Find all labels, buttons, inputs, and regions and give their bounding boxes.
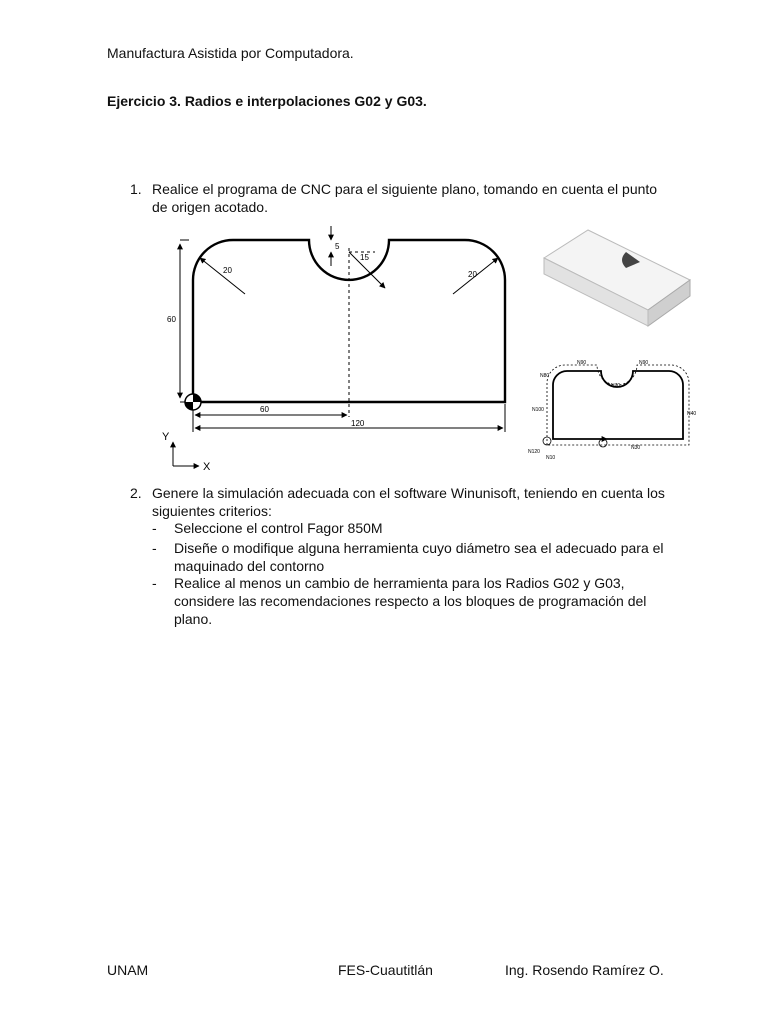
criteria-2-line-2: maquinado del contorno [174,558,325,574]
criteria-3-bullet: - [152,575,157,591]
tp-label-n30: N30 [631,445,641,451]
dim-half-width: 60 [260,405,269,414]
dim-left-radius: 20 [223,266,232,275]
item-2-text [152,484,665,520]
exercise-title: Ejercicio 3. Radios e interpolaciones G02 y G03. [107,93,427,109]
footer-campus: FES-Cuautitlán [338,962,433,978]
tp-label-n10: N10 [546,455,556,461]
item-2-line-2: siguientes criterios: [152,503,272,519]
axis-y-label: Y [162,431,170,443]
criteria-2-bullet: - [152,540,157,556]
tp-label-n120: N120 [528,449,540,455]
tp-label-n80: N80 [540,373,550,379]
dim-slot-radius: 15 [360,253,369,262]
origin-icon [185,394,201,410]
item-1-number: 1. [130,181,142,197]
criteria-3-line-1: Realice al menos un cambio de herramienta para los Radios G02 y G03, [174,575,625,591]
criteria-3-text [174,574,646,628]
footer-author: Ing. Rosendo Ramírez O. [505,962,664,978]
dim-width: 120 [351,419,365,428]
part-3d-view [540,222,700,332]
toolpath-diagram [527,355,697,463]
footer-university: UNAM [107,962,149,978]
item-1-line-1: Realice el programa de CNC para el siguiente plano, tomando en cuenta el punto [152,181,658,197]
criteria-2-line-1: Diseñe o modifique alguna herramienta cuyo diámetro sea el adecuado para el [174,540,664,556]
dim-right-radius: 20 [468,270,477,279]
criteria-3-line-3: plano. [174,611,213,627]
criteria-2-text [174,539,664,575]
item-2-number: 2. [130,485,142,501]
item-2-line-1: Genere la simulación adecuada con el software Winunisoft, teniendo en cuenta los [152,485,665,501]
criteria-1-line-1: Seleccione el control Fagor 850M [174,520,383,536]
tp-label-n90b: N90 [639,360,649,366]
tp-label-n90a: N90 [577,360,587,366]
dim-depth: 5 [335,242,340,251]
criteria-1-text [174,519,383,537]
item-1-text [152,180,657,216]
criteria-1-bullet: - [152,520,157,536]
page-header: Manufactura Asistida por Computadora. [107,45,354,61]
criteria-3-line-2: considere las recomendaciones respecto a los bloques de programación del [174,593,647,609]
technical-drawing [155,222,525,477]
tp-label-n100: N100 [532,407,544,413]
tp-label-n40: N40 [687,411,697,417]
item-1-line-2: de origen acotado. [152,199,268,215]
dim-height: 60 [167,315,176,324]
axis-x-label: X [203,461,211,473]
tp-label-n70: N70 [611,383,621,389]
